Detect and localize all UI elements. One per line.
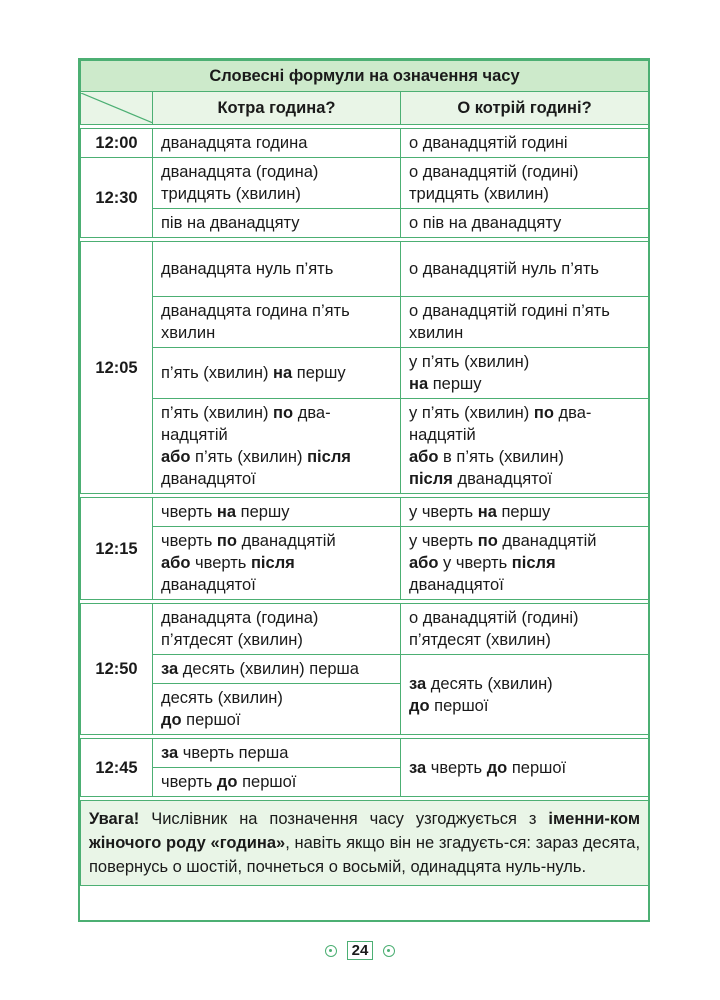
table-cell: о дванадцятій нуль п’ять [401,242,649,297]
table-cell: о дванадцятій (годині) п’ятдесят (хвилин) [401,604,649,655]
table-cell: о дванадцятій годині п’ять хвилин [401,297,649,348]
table-cell: у чверть на першу [401,498,649,527]
column-header-which-hour: Котра година? [153,92,401,125]
time-cell: 12:50 [81,604,153,735]
time-cell: 12:15 [81,498,153,600]
ornament-icon [383,945,395,957]
page-number-area [0,941,720,960]
table-title: Словесні формули на означення часу [81,61,649,92]
table-cell: за чверть перша [153,739,401,768]
note-lead: Увага! [89,810,140,828]
table-cell: дванадцята нуль п’ять [153,242,401,297]
table-cell: дванадцята (година) тридцять (хвилин) [153,158,401,209]
time-cell: 12:05 [81,242,153,494]
table-cell: дванадцята година п’ять хвилин [153,297,401,348]
table-cell: о дванадцятій годині [401,129,649,158]
table-cell: о пів на дванадцяту [401,209,649,238]
table-cell: чверть на першу [153,498,401,527]
attention-note: Увага! Числівник на позначення часу узгоджується з іменни-ком жіночого роду «година», навіть якщо він не згадуєть-ся: зараз десята, повернусь о шостій, почнеться о восьмій, одинадцята нуль-нуль. [81,801,649,886]
table-cell: у чверть по дванадцятій або у чверть після дванадцятої [401,527,649,600]
time-cell: 12:30 [81,158,153,238]
table-cell: п’ять (хвилин) на першу [153,348,401,399]
table-cell: у п’ять (хвилин) на першу [401,348,649,399]
time-cell: 12:00 [81,129,153,158]
time-formulas-table [80,60,649,886]
table-cell: десять (хвилин) до першої [153,684,401,735]
table-cell: п’ять (хвилин) по два-надцятій або п’ять (хвилин) після дванадцятої [153,399,401,494]
table-cell: чверть до першої [153,768,401,797]
table-cell: за десять (хвилин) до першої [401,655,649,735]
table-cell: дванадцята (година) п’ятдесят (хвилин) [153,604,401,655]
time-cell: 12:45 [81,739,153,797]
diagonal-header-cell [81,92,153,125]
table-cell: за чверть до першої [401,739,649,797]
table-cell: чверть по дванадцятій або чверть після дванадцятої [153,527,401,600]
page-number: 24 [347,941,374,960]
table-cell: у п’ять (хвилин) по два-надцятій або в п’ять (хвилин) після дванадцятої [401,399,649,494]
table-cell: дванадцята година [153,129,401,158]
column-header-at-what-hour: О котрій годині? [401,92,649,125]
time-formulas-table-frame [78,58,650,922]
table-cell: за десять (хвилин) перша [153,655,401,684]
table-cell: пів на дванадцяту [153,209,401,238]
table-cell: о дванадцятій (годині) тридцять (хвилин) [401,158,649,209]
ornament-icon [325,945,337,957]
